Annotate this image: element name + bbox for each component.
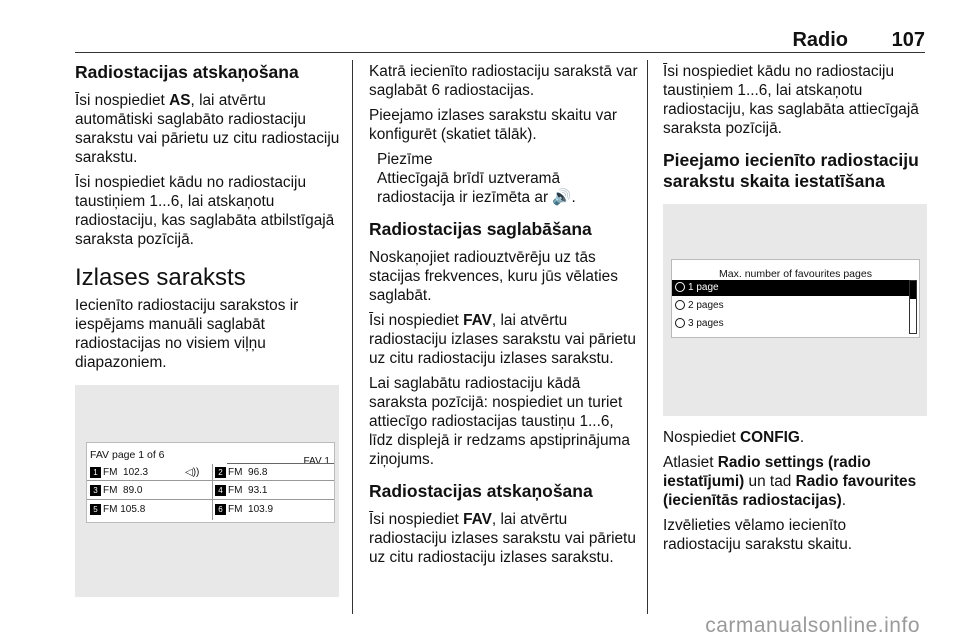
paragraph: Īsi nospiediet FAV, lai atvērtu radiostaciju izlases sarakstu vai pārietu uz citu radiostaciju izlases sarakstu. (369, 511, 636, 566)
paragraph: Noskaņojiet radiouztvērēju uz tās stacijas frekvences, kuru jūs vēlaties saglabāt. (369, 249, 618, 304)
header-rule (75, 52, 925, 53)
paragraph: Īsi nospiediet kādu no radiostaciju taustiņiem 1...6, lai atskaņotu radiostaciju, kas saglabāta atbilstīgajā saraksta pozīcijā. (75, 174, 335, 248)
paragraph: Iecienīto radiostaciju sarakstos ir iespējams manuāli saglabāt radiostacijas no visiem viļņu diapazoniem. (75, 297, 299, 371)
screen-title: Max. number of favourites pages (719, 268, 872, 280)
option-3-pages[interactable]: 3 pages (672, 316, 909, 332)
section-heading: Radiostacijas saglabāšana (369, 219, 592, 239)
fav-tag: FAV 1 (303, 456, 330, 467)
max-fav-pages-figure (663, 204, 927, 416)
watermark: carmanualsonline.info (705, 614, 920, 637)
header-title: Radio (792, 29, 848, 51)
fav-page-figure (75, 385, 339, 597)
option-2-pages[interactable]: 2 pages (672, 298, 909, 314)
fav-page-title: FAV page 1 of 6 (90, 449, 165, 461)
column-divider (647, 60, 648, 614)
paragraph: Īsi nospiediet AS, lai atvērtu automātiski saglabāto radiostaciju sarakstu vai pārietu uz citu radiostaciju sarakstu. (75, 92, 340, 166)
left-column (75, 62, 345, 597)
speaker-icon: ◁)) (185, 467, 200, 478)
fav-slot: 5 FM 105.8 (90, 502, 145, 517)
radio-icon (675, 318, 685, 328)
note-title: Piezīme (377, 151, 433, 168)
section-heading: Radiostacijas atskaņošana (75, 62, 299, 82)
scrollbar[interactable] (909, 280, 917, 334)
fav-slot: 3 FM 89.0 (90, 483, 142, 498)
paragraph: Pieejamo izlases sarakstu skaitu var konfigurēt (skatiet tālāk). (369, 107, 618, 143)
note-text: Attiecīgajā brīdī uztveramā radiostacija ir iezīmēta ar 🔊. (377, 170, 576, 206)
page-number: 107 (891, 29, 925, 51)
paragraph: Katrā iecienīto radiostaciju sarakstā var saglabāt 6 radiostacijas. (369, 63, 638, 99)
fav-slot: 1 FM 102.3 ◁)) (90, 465, 148, 480)
middle-column (369, 62, 639, 573)
radio-icon (675, 300, 685, 310)
paragraph: Īsi nospiediet kādu no radiostaciju taustiņiem 1...6, lai atskaņotu radiostaciju, kas saglabāta attiecīgajā saraksta pozīcijā. (663, 63, 919, 137)
section-title: Izlases saraksts (75, 264, 246, 291)
fav-slot: 4 FM 93.1 (215, 483, 267, 498)
paragraph: Nospiediet CONFIG. (663, 429, 805, 446)
right-column (663, 62, 928, 560)
fav-slot: 2 FM 96.8 (215, 465, 267, 480)
radio-icon (675, 282, 685, 292)
paragraph: Lai saglabātu radiostaciju kādā saraksta pozīcijā: nospiediet un turiet attiecīgo radiostacijas taustiņu 1...6, līdz displejā ir redzams apstiprinājuma ziņojums. (369, 375, 630, 468)
paragraph: Izvēlieties vēlamo iecienīto radiostaciju sarakstu skaitu. (663, 517, 853, 553)
max-fav-pages-screen (671, 259, 920, 338)
section-heading: Pieejamo iecienīto radiostaciju sarakstu skaita iestatīšana (663, 150, 919, 191)
option-1-page[interactable]: 1 page (672, 280, 909, 296)
section-heading: Radiostacijas atskaņošana (369, 481, 593, 501)
column-divider (352, 60, 353, 614)
note (369, 150, 639, 207)
fav-page-screen (86, 442, 335, 523)
fav-slot: 6 FM 103.9 (215, 502, 273, 517)
paragraph: Atlasiet Radio settings (radio iestatījumi) un tad Radio favourites (iecienītās radiostacijas). (663, 454, 917, 509)
paragraph: Īsi nospiediet FAV, lai atvērtu radiostaciju izlases sarakstu vai pārietu uz citu radiostaciju izlases sarakstu. (369, 312, 636, 367)
